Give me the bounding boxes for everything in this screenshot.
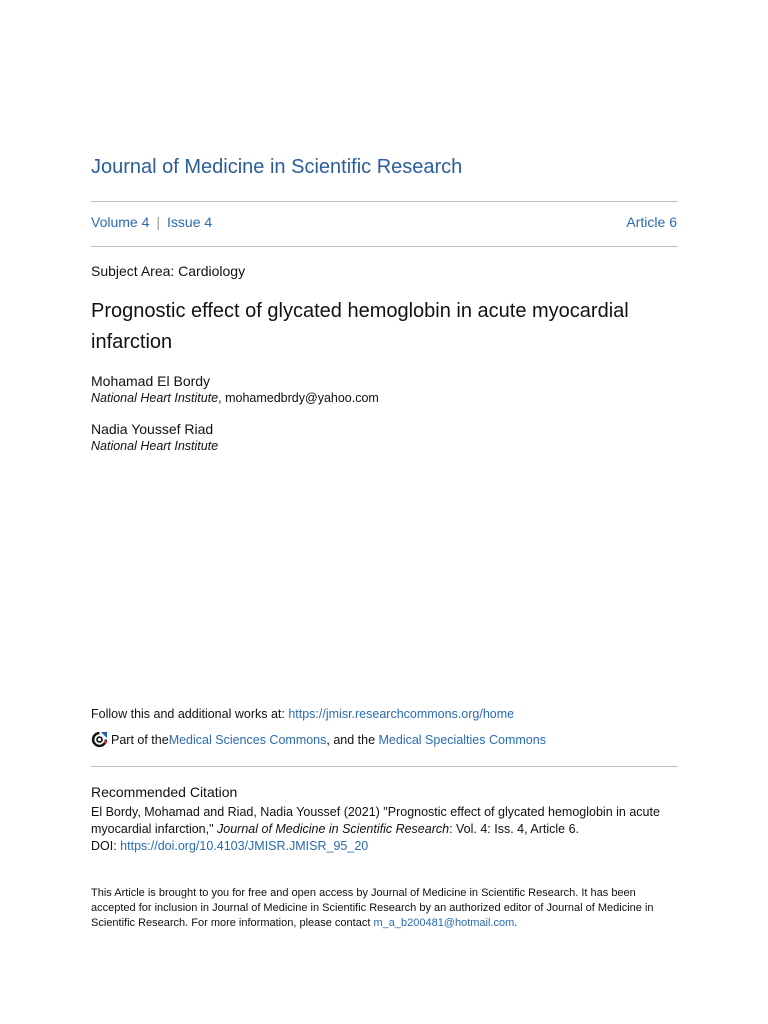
- access-text: This Article is brought to you for free and open access by Journal of Medicine in Scientific Research. It has been accepted for inclusion in Journal of Medicine in Scientific Research by an authorized editor of Journal of Medicine in Scientific Research. For more information, please contact: [91, 887, 654, 929]
- access-end: .: [514, 917, 518, 929]
- affiliation-name: National Heart Institute: [91, 391, 219, 405]
- journal-title[interactable]: Journal of Medicine in Scientific Research: [91, 156, 463, 178]
- author-affiliation: [91, 439, 677, 453]
- article-title: Prognostic effect of glycated hemoglobin in acute myocardial infarction: [91, 300, 629, 353]
- author-block: [91, 421, 677, 453]
- access-statement: [91, 886, 677, 931]
- author-name: Mohamad El Bordy: [91, 373, 211, 389]
- divider: [91, 766, 678, 767]
- follow-line: [91, 707, 677, 721]
- subject-area: Subject Area: Cardiology: [91, 263, 246, 279]
- part-of-prefix: Part of the: [111, 732, 169, 747]
- author-name: Nadia Youssef Riad: [91, 421, 214, 437]
- citation-journal: Journal of Medicine in Scientific Research: [217, 822, 450, 836]
- author-email: , mohamedbrdy@yahoo.com: [218, 391, 379, 405]
- separator: |: [156, 214, 161, 230]
- citation-body: [91, 804, 677, 855]
- affiliation-name: National Heart Institute: [91, 439, 219, 453]
- citation-volume: : Vol. 4: Iss. 4, Article 6.: [449, 822, 579, 836]
- medical-sciences-commons-link[interactable]: Medical Sciences Commons: [168, 732, 327, 747]
- doi-label: DOI:: [91, 839, 121, 853]
- author-affiliation: [91, 391, 677, 405]
- citation-text: El Bordy, Mohamad and Riad, Nadia Youssef (2021) "Prognostic effect of glycated hemoglobin in acute myocardial infarction,": [91, 805, 660, 836]
- divider: [91, 201, 678, 202]
- volume-issue: [91, 214, 212, 230]
- part-of-middle: , and the: [326, 732, 379, 747]
- author-block: [91, 373, 677, 405]
- article-link[interactable]: Article 6: [626, 214, 677, 230]
- doi-link[interactable]: https://doi.org/10.4103/JMISR.JMISR_95_20: [120, 839, 369, 853]
- citation-heading: Recommended Citation: [91, 784, 238, 800]
- follow-prefix: Follow this and additional works at:: [91, 707, 289, 721]
- medical-specialties-commons-link[interactable]: Medical Specialties Commons: [378, 732, 546, 747]
- contact-email-link[interactable]: m_a_b200481@hotmail.com: [373, 917, 515, 929]
- part-of-line: [91, 731, 677, 748]
- open-access-commons-icon: [91, 731, 108, 748]
- volume-link[interactable]: Volume 4: [91, 214, 150, 230]
- issue-bar: [91, 214, 677, 230]
- divider: [91, 246, 678, 247]
- repository-link[interactable]: https://jmisr.researchcommons.org/home: [288, 707, 515, 721]
- issue-link[interactable]: Issue 4: [167, 214, 213, 230]
